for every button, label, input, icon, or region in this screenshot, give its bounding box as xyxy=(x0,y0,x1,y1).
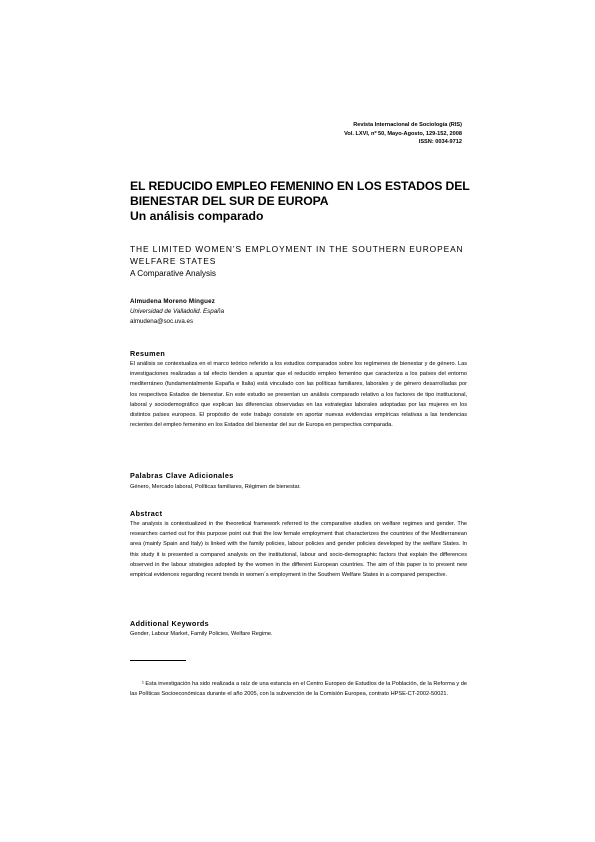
palabras-text: Género, Mercado laboral, Políticas familiares, Régimen de bienestar. xyxy=(130,484,301,490)
author-block xyxy=(130,297,224,327)
author-name: Almudena Moreno Mínguez xyxy=(130,298,216,305)
abstract-text: The analysis is contextualized in the theoretical framework referred to the comparative studies on welfare regimes and gender. The researches carried out for this purpose point out that the low female employment that characterizes the countries of the Mediterranean area (mainly Spain and Italy) is linked with the family policies, labour policies and gender policies developed by the welfare States. In this study it is presented a compared analysis on the institutional, labour and socio-demographic factors that explain the differences observed in the labour strategies adopted by the women in the different European countries. The aim of this paper is to present new empirical evidences regarding recent trends in women´s employment in the Southern Welfare States in a compared perspective. xyxy=(130,521,467,579)
journal-header xyxy=(344,121,462,147)
journal-name: Revista Internacional de Sociología (RIS) xyxy=(353,122,462,128)
resumen-heading: Resumen xyxy=(130,349,166,358)
keywords-text: Gender, Labour Market, Family Policies, Welfare Regime. xyxy=(130,631,273,637)
title-en-subtitle: A Comparative Analysis xyxy=(130,268,217,278)
title-en-line2: WELFARE STATES xyxy=(130,255,217,266)
journal-volume: Vol. LXVI, nº 50, Mayo-Agosto, 129-152, 2008 xyxy=(344,130,462,137)
footnote: ¹ Esta investigación ha sido realizada a raíz de una estancia en el Centro Europeo de Estudios de la Población, de la Reforma y de las Políticas Socioeconómicas durante el año 2005, con la subvención de la Comisión Europea, contrato HPSE-CT-2002-50021. xyxy=(130,681,467,698)
title-es-line2: BIENESTAR DEL SUR DE EUROPA xyxy=(130,194,329,208)
title-es-subtitle: Un análisis comparado xyxy=(130,209,264,223)
abstract-heading: Abstract xyxy=(130,509,163,518)
author-affiliation: Universidad de Valladolid. España xyxy=(130,308,225,315)
paper-title xyxy=(130,179,470,224)
palabras-heading: Palabras Clave Adicionales xyxy=(130,471,234,480)
journal-issn: ISSN: 0034-9712 xyxy=(418,139,462,146)
title-es-line1: EL REDUCIDO EMPLEO FEMENINO EN LOS ESTADOS DEL xyxy=(130,179,470,193)
author-email: almudena@soc.uva.es xyxy=(130,318,194,325)
paper-title-english xyxy=(130,244,475,279)
keywords-heading: Additional Keywords xyxy=(130,619,210,628)
title-en-line1: THE LIMITED WOMEN’S EMPLOYMENT IN THE SOUTHERN EUROPEAN xyxy=(130,244,464,254)
footnote-divider xyxy=(130,660,186,661)
resumen-text: El análisis se contextualiza en el marco teórico referido a los estudios comparados sobre los regímenes de bienestar y de género. Las investigaciones realizadas a tal efecto tienden a apuntar que el reducido empleo femenino que caracteriza a los países del entorno mediterráneo (fundamentalmente España e Italia) está vinculado con las políticas familiares, laborales y de género desarrolladas por los respectivos Estados de bienestar. En este estudio se presentan un análisis comparado relativo a los factores de tipo institucional, laboral y sociodemográfico que explican las diferencias observadas en las estrategias laborales adoptadas por las mujeres en los distintos países europeos. El propósito de este trabajo consiste en aportar nuevas evidencias empíricas relativas a las tendencias recientes del empleo femenino en los Estados del bienestar del sur de Europa en perspectiva comparada. xyxy=(130,361,467,429)
